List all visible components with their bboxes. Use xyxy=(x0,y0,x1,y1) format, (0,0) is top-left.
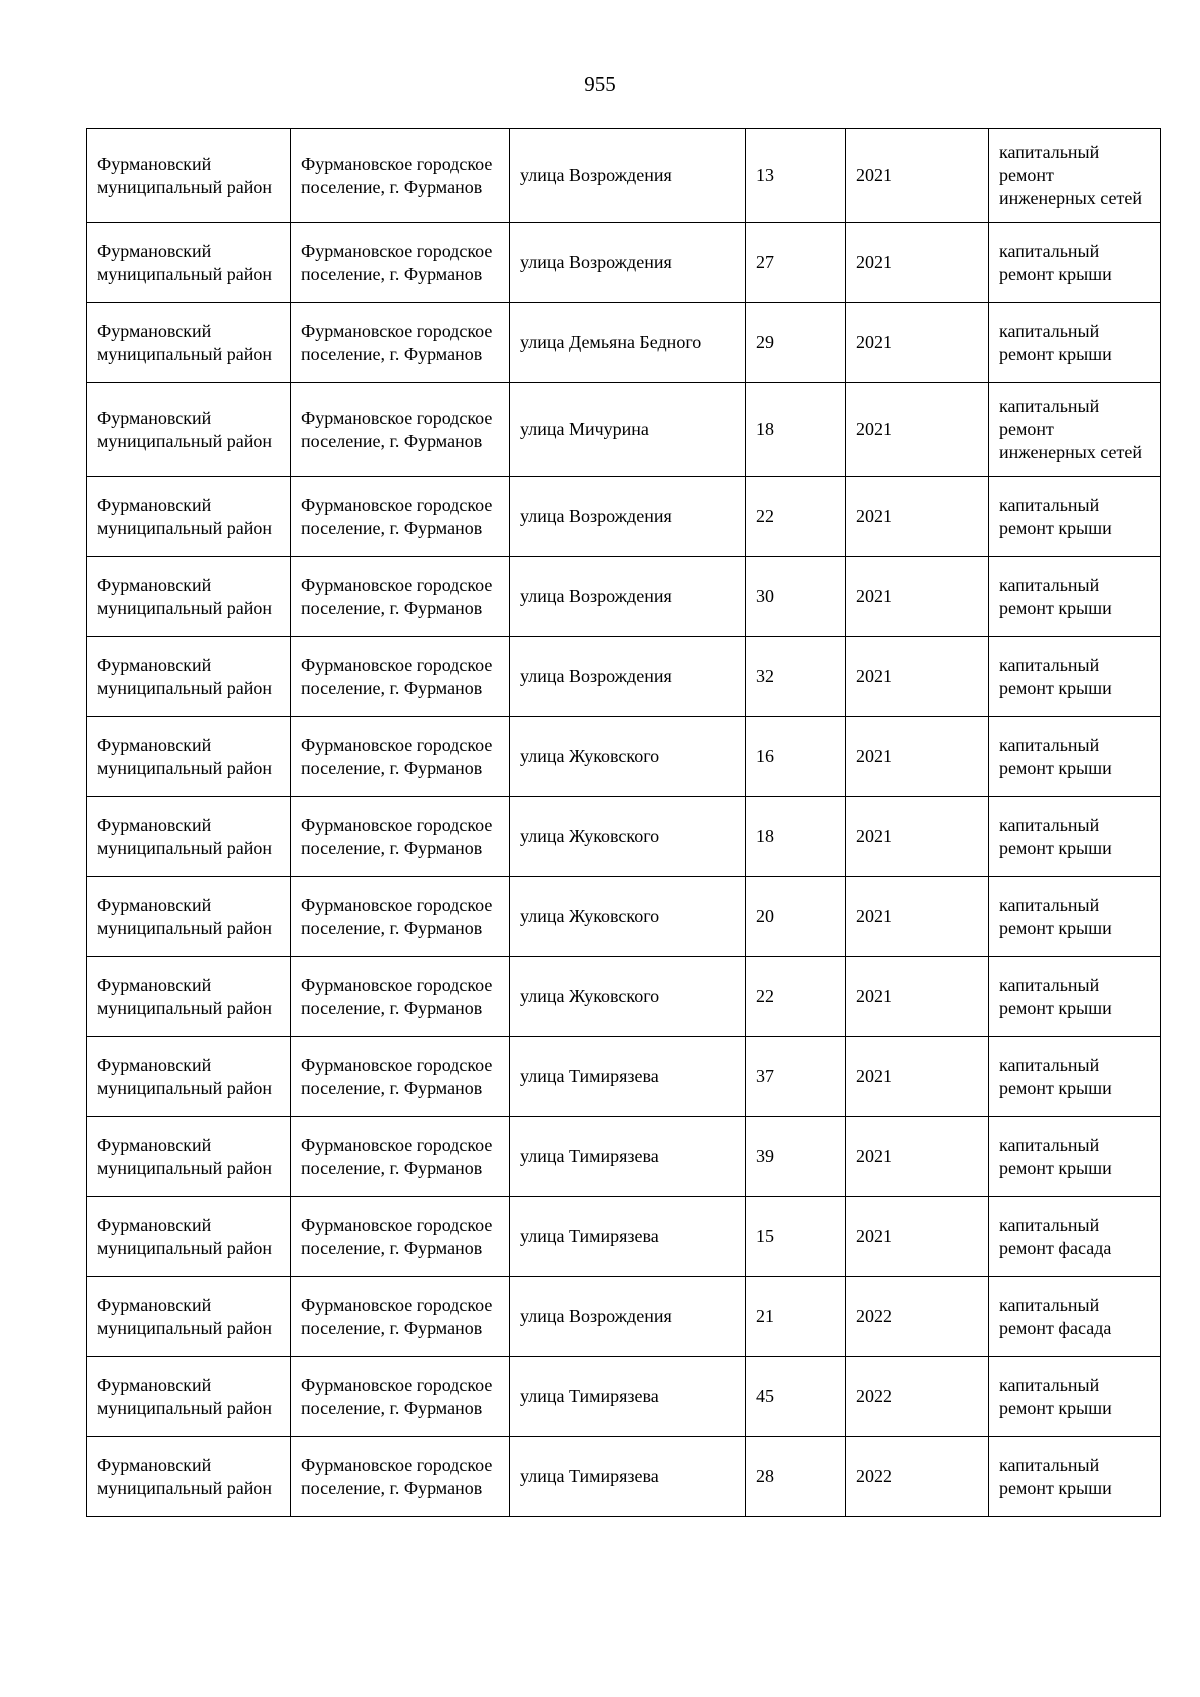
table-row xyxy=(87,303,1161,383)
year-cell: 2021 xyxy=(846,303,989,383)
street-cell: улица Возрождения xyxy=(510,477,746,557)
table-row xyxy=(87,1357,1161,1437)
district-cell: Фурмановский муниципальный район xyxy=(87,303,291,383)
table-row xyxy=(87,637,1161,717)
district-cell: Фурмановский муниципальный район xyxy=(87,557,291,637)
work-type-cell: капитальный ремонт крыши xyxy=(989,223,1161,303)
house-number-cell: 37 xyxy=(746,1037,846,1117)
work-type-cell: капитальный ремонт крыши xyxy=(989,637,1161,717)
work-type-cell: капитальный ремонт крыши xyxy=(989,877,1161,957)
year-cell: 2022 xyxy=(846,1437,989,1517)
street-cell: улица Возрождения xyxy=(510,1277,746,1357)
house-number-cell: 39 xyxy=(746,1117,846,1197)
work-type-cell: капитальный ремонт крыши xyxy=(989,797,1161,877)
settlement-cell: Фурмановское городское поселение, г. Фурманов xyxy=(291,129,510,223)
district-cell: Фурмановский муниципальный район xyxy=(87,223,291,303)
work-type-cell: капитальный ремонт крыши xyxy=(989,557,1161,637)
house-number-cell: 18 xyxy=(746,797,846,877)
street-cell: улица Возрождения xyxy=(510,637,746,717)
table-row xyxy=(87,383,1161,477)
street-cell: улица Жуковского xyxy=(510,877,746,957)
street-cell: улица Демьяна Бедного xyxy=(510,303,746,383)
settlement-cell: Фурмановское городское поселение, г. Фурманов xyxy=(291,1277,510,1357)
settlement-cell: Фурмановское городское поселение, г. Фурманов xyxy=(291,717,510,797)
settlement-cell: Фурмановское городское поселение, г. Фурманов xyxy=(291,557,510,637)
table-row xyxy=(87,557,1161,637)
table-row xyxy=(87,1037,1161,1117)
year-cell: 2022 xyxy=(846,1277,989,1357)
district-cell: Фурмановский муниципальный район xyxy=(87,383,291,477)
table-row xyxy=(87,797,1161,877)
year-cell: 2021 xyxy=(846,1197,989,1277)
settlement-cell: Фурмановское городское поселение, г. Фурманов xyxy=(291,1117,510,1197)
house-number-cell: 16 xyxy=(746,717,846,797)
year-cell: 2021 xyxy=(846,383,989,477)
house-number-cell: 21 xyxy=(746,1277,846,1357)
house-number-cell: 22 xyxy=(746,477,846,557)
work-type-cell: капитальный ремонт инженерных сетей xyxy=(989,129,1161,223)
street-cell: улица Тимирязева xyxy=(510,1197,746,1277)
work-type-cell: капитальный ремонт крыши xyxy=(989,717,1161,797)
work-type-cell: капитальный ремонт крыши xyxy=(989,1117,1161,1197)
district-cell: Фурмановский муниципальный район xyxy=(87,957,291,1037)
district-cell: Фурмановский муниципальный район xyxy=(87,1037,291,1117)
street-cell: улица Возрождения xyxy=(510,557,746,637)
year-cell: 2021 xyxy=(846,797,989,877)
house-number-cell: 13 xyxy=(746,129,846,223)
work-type-cell: капитальный ремонт инженерных сетей xyxy=(989,383,1161,477)
work-type-cell: капитальный ремонт фасада xyxy=(989,1197,1161,1277)
work-type-cell: капитальный ремонт крыши xyxy=(989,957,1161,1037)
street-cell: улица Жуковского xyxy=(510,957,746,1037)
table-row xyxy=(87,477,1161,557)
table-row xyxy=(87,1437,1161,1517)
settlement-cell: Фурмановское городское поселение, г. Фурманов xyxy=(291,1437,510,1517)
district-cell: Фурмановский муниципальный район xyxy=(87,877,291,957)
district-cell: Фурмановский муниципальный район xyxy=(87,1437,291,1517)
settlement-cell: Фурмановское городское поселение, г. Фурманов xyxy=(291,383,510,477)
table-row xyxy=(87,717,1161,797)
settlement-cell: Фурмановское городское поселение, г. Фурманов xyxy=(291,223,510,303)
work-type-cell: капитальный ремонт крыши xyxy=(989,477,1161,557)
district-cell: Фурмановский муниципальный район xyxy=(87,717,291,797)
street-cell: улица Жуковского xyxy=(510,797,746,877)
street-cell: улица Жуковского xyxy=(510,717,746,797)
repair-schedule-table xyxy=(86,128,1161,1517)
year-cell: 2021 xyxy=(846,557,989,637)
settlement-cell: Фурмановское городское поселение, г. Фурманов xyxy=(291,1037,510,1117)
work-type-cell: капитальный ремонт крыши xyxy=(989,1437,1161,1517)
year-cell: 2021 xyxy=(846,717,989,797)
settlement-cell: Фурмановское городское поселение, г. Фурманов xyxy=(291,637,510,717)
district-cell: Фурмановский муниципальный район xyxy=(87,1197,291,1277)
table-row xyxy=(87,1197,1161,1277)
table-row xyxy=(87,1117,1161,1197)
work-type-cell: капитальный ремонт крыши xyxy=(989,1357,1161,1437)
district-cell: Фурмановский муниципальный район xyxy=(87,477,291,557)
house-number-cell: 27 xyxy=(746,223,846,303)
house-number-cell: 22 xyxy=(746,957,846,1037)
house-number-cell: 30 xyxy=(746,557,846,637)
house-number-cell: 45 xyxy=(746,1357,846,1437)
district-cell: Фурмановский муниципальный район xyxy=(87,797,291,877)
table-body xyxy=(87,129,1161,1517)
settlement-cell: Фурмановское городское поселение, г. Фурманов xyxy=(291,797,510,877)
settlement-cell: Фурмановское городское поселение, г. Фурманов xyxy=(291,957,510,1037)
work-type-cell: капитальный ремонт крыши xyxy=(989,303,1161,383)
district-cell: Фурмановский муниципальный район xyxy=(87,1277,291,1357)
settlement-cell: Фурмановское городское поселение, г. Фурманов xyxy=(291,303,510,383)
settlement-cell: Фурмановское городское поселение, г. Фурманов xyxy=(291,1197,510,1277)
year-cell: 2021 xyxy=(846,637,989,717)
year-cell: 2021 xyxy=(846,477,989,557)
year-cell: 2021 xyxy=(846,957,989,1037)
street-cell: улица Возрождения xyxy=(510,223,746,303)
house-number-cell: 18 xyxy=(746,383,846,477)
table-row xyxy=(87,877,1161,957)
page-number: 955 xyxy=(584,72,616,96)
work-type-cell: капитальный ремонт крыши xyxy=(989,1037,1161,1117)
year-cell: 2021 xyxy=(846,1037,989,1117)
house-number-cell: 29 xyxy=(746,303,846,383)
year-cell: 2021 xyxy=(846,129,989,223)
street-cell: улица Тимирязева xyxy=(510,1357,746,1437)
district-cell: Фурмановский муниципальный район xyxy=(87,1117,291,1197)
work-type-cell: капитальный ремонт фасада xyxy=(989,1277,1161,1357)
table-row xyxy=(87,957,1161,1037)
settlement-cell: Фурмановское городское поселение, г. Фурманов xyxy=(291,877,510,957)
year-cell: 2022 xyxy=(846,1357,989,1437)
district-cell: Фурмановский муниципальный район xyxy=(87,1357,291,1437)
district-cell: Фурмановский муниципальный район xyxy=(87,129,291,223)
table-row xyxy=(87,129,1161,223)
house-number-cell: 15 xyxy=(746,1197,846,1277)
street-cell: улица Тимирязева xyxy=(510,1117,746,1197)
house-number-cell: 28 xyxy=(746,1437,846,1517)
street-cell: улица Тимирязева xyxy=(510,1037,746,1117)
settlement-cell: Фурмановское городское поселение, г. Фурманов xyxy=(291,477,510,557)
year-cell: 2021 xyxy=(846,1117,989,1197)
street-cell: улица Тимирязева xyxy=(510,1437,746,1517)
table-row xyxy=(87,223,1161,303)
house-number-cell: 20 xyxy=(746,877,846,957)
year-cell: 2021 xyxy=(846,877,989,957)
year-cell: 2021 xyxy=(846,223,989,303)
house-number-cell: 32 xyxy=(746,637,846,717)
district-cell: Фурмановский муниципальный район xyxy=(87,637,291,717)
table-row xyxy=(87,1277,1161,1357)
settlement-cell: Фурмановское городское поселение, г. Фурманов xyxy=(291,1357,510,1437)
street-cell: улица Возрождения xyxy=(510,129,746,223)
street-cell: улица Мичурина xyxy=(510,383,746,477)
